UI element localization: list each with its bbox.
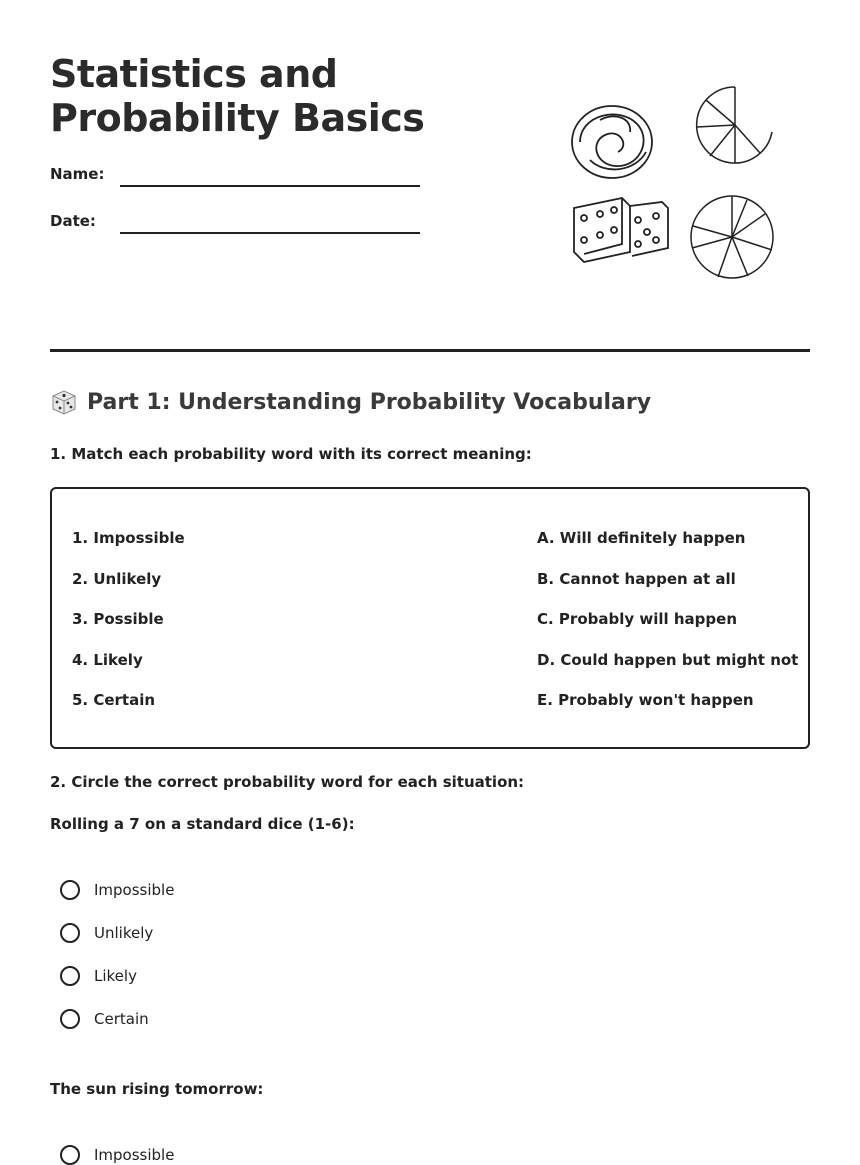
match-meaning: A. Will definitely happen bbox=[537, 529, 746, 547]
match-meaning: C. Probably will happen bbox=[537, 610, 737, 628]
situation-2-text: The sun rising tomorrow: bbox=[50, 1080, 264, 1098]
match-word: 5. Certain bbox=[72, 691, 156, 709]
match-word: 3. Possible bbox=[72, 610, 164, 628]
situation-1-option-impossible[interactable] bbox=[60, 880, 174, 900]
pie-chart-icon-2 bbox=[691, 196, 773, 278]
matching-box bbox=[50, 487, 810, 749]
option-label: Likely bbox=[94, 967, 137, 985]
title-line-1: Statistics and bbox=[50, 52, 338, 96]
radio-circle[interactable] bbox=[60, 923, 80, 943]
situation-1-option-unlikely[interactable] bbox=[60, 923, 153, 943]
match-word: 2. Unlikely bbox=[72, 570, 162, 588]
swirl-icon bbox=[572, 106, 652, 178]
radio-circle[interactable] bbox=[60, 880, 80, 900]
match-word: 1. Impossible bbox=[72, 529, 185, 547]
part1-heading bbox=[50, 388, 651, 416]
name-line[interactable] bbox=[120, 185, 420, 187]
radio-circle[interactable] bbox=[60, 966, 80, 986]
title-line-2: Probability Basics bbox=[50, 96, 425, 140]
part1-title: Part 1: Understanding Probability Vocabulary bbox=[87, 389, 652, 415]
option-label: Impossible bbox=[94, 881, 175, 899]
radio-circle[interactable] bbox=[60, 1009, 80, 1029]
situation-2-option-impossible[interactable] bbox=[60, 1145, 174, 1165]
situation-1-text: Rolling a 7 on a standard dice (1-6): bbox=[50, 815, 355, 833]
match-meaning: B. Cannot happen at all bbox=[537, 570, 736, 588]
match-meaning: E. Probably won't happen bbox=[537, 691, 754, 709]
option-label: Unlikely bbox=[94, 924, 154, 942]
date-label: Date: bbox=[50, 212, 96, 230]
game-die-icon bbox=[50, 388, 78, 416]
match-word: 4. Likely bbox=[72, 651, 143, 669]
match-meaning: D. Could happen but might not bbox=[537, 651, 799, 669]
situation-1-option-certain[interactable] bbox=[60, 1009, 149, 1029]
option-label: Certain bbox=[94, 1010, 149, 1028]
probability-illustration bbox=[560, 80, 790, 290]
dice-icon bbox=[574, 198, 668, 262]
date-line[interactable] bbox=[120, 232, 420, 234]
pie-chart-icon-1 bbox=[697, 87, 772, 163]
worksheet-title bbox=[50, 52, 424, 140]
option-label: Impossible bbox=[94, 1146, 175, 1164]
question-1-prompt: 1. Match each probability word with its correct meaning: bbox=[50, 445, 532, 463]
name-label: Name: bbox=[50, 165, 105, 183]
radio-circle[interactable] bbox=[60, 1145, 80, 1165]
situation-1-option-likely[interactable] bbox=[60, 966, 137, 986]
header-divider bbox=[50, 349, 810, 352]
question-2-prompt: 2. Circle the correct probability word for each situation: bbox=[50, 773, 525, 791]
